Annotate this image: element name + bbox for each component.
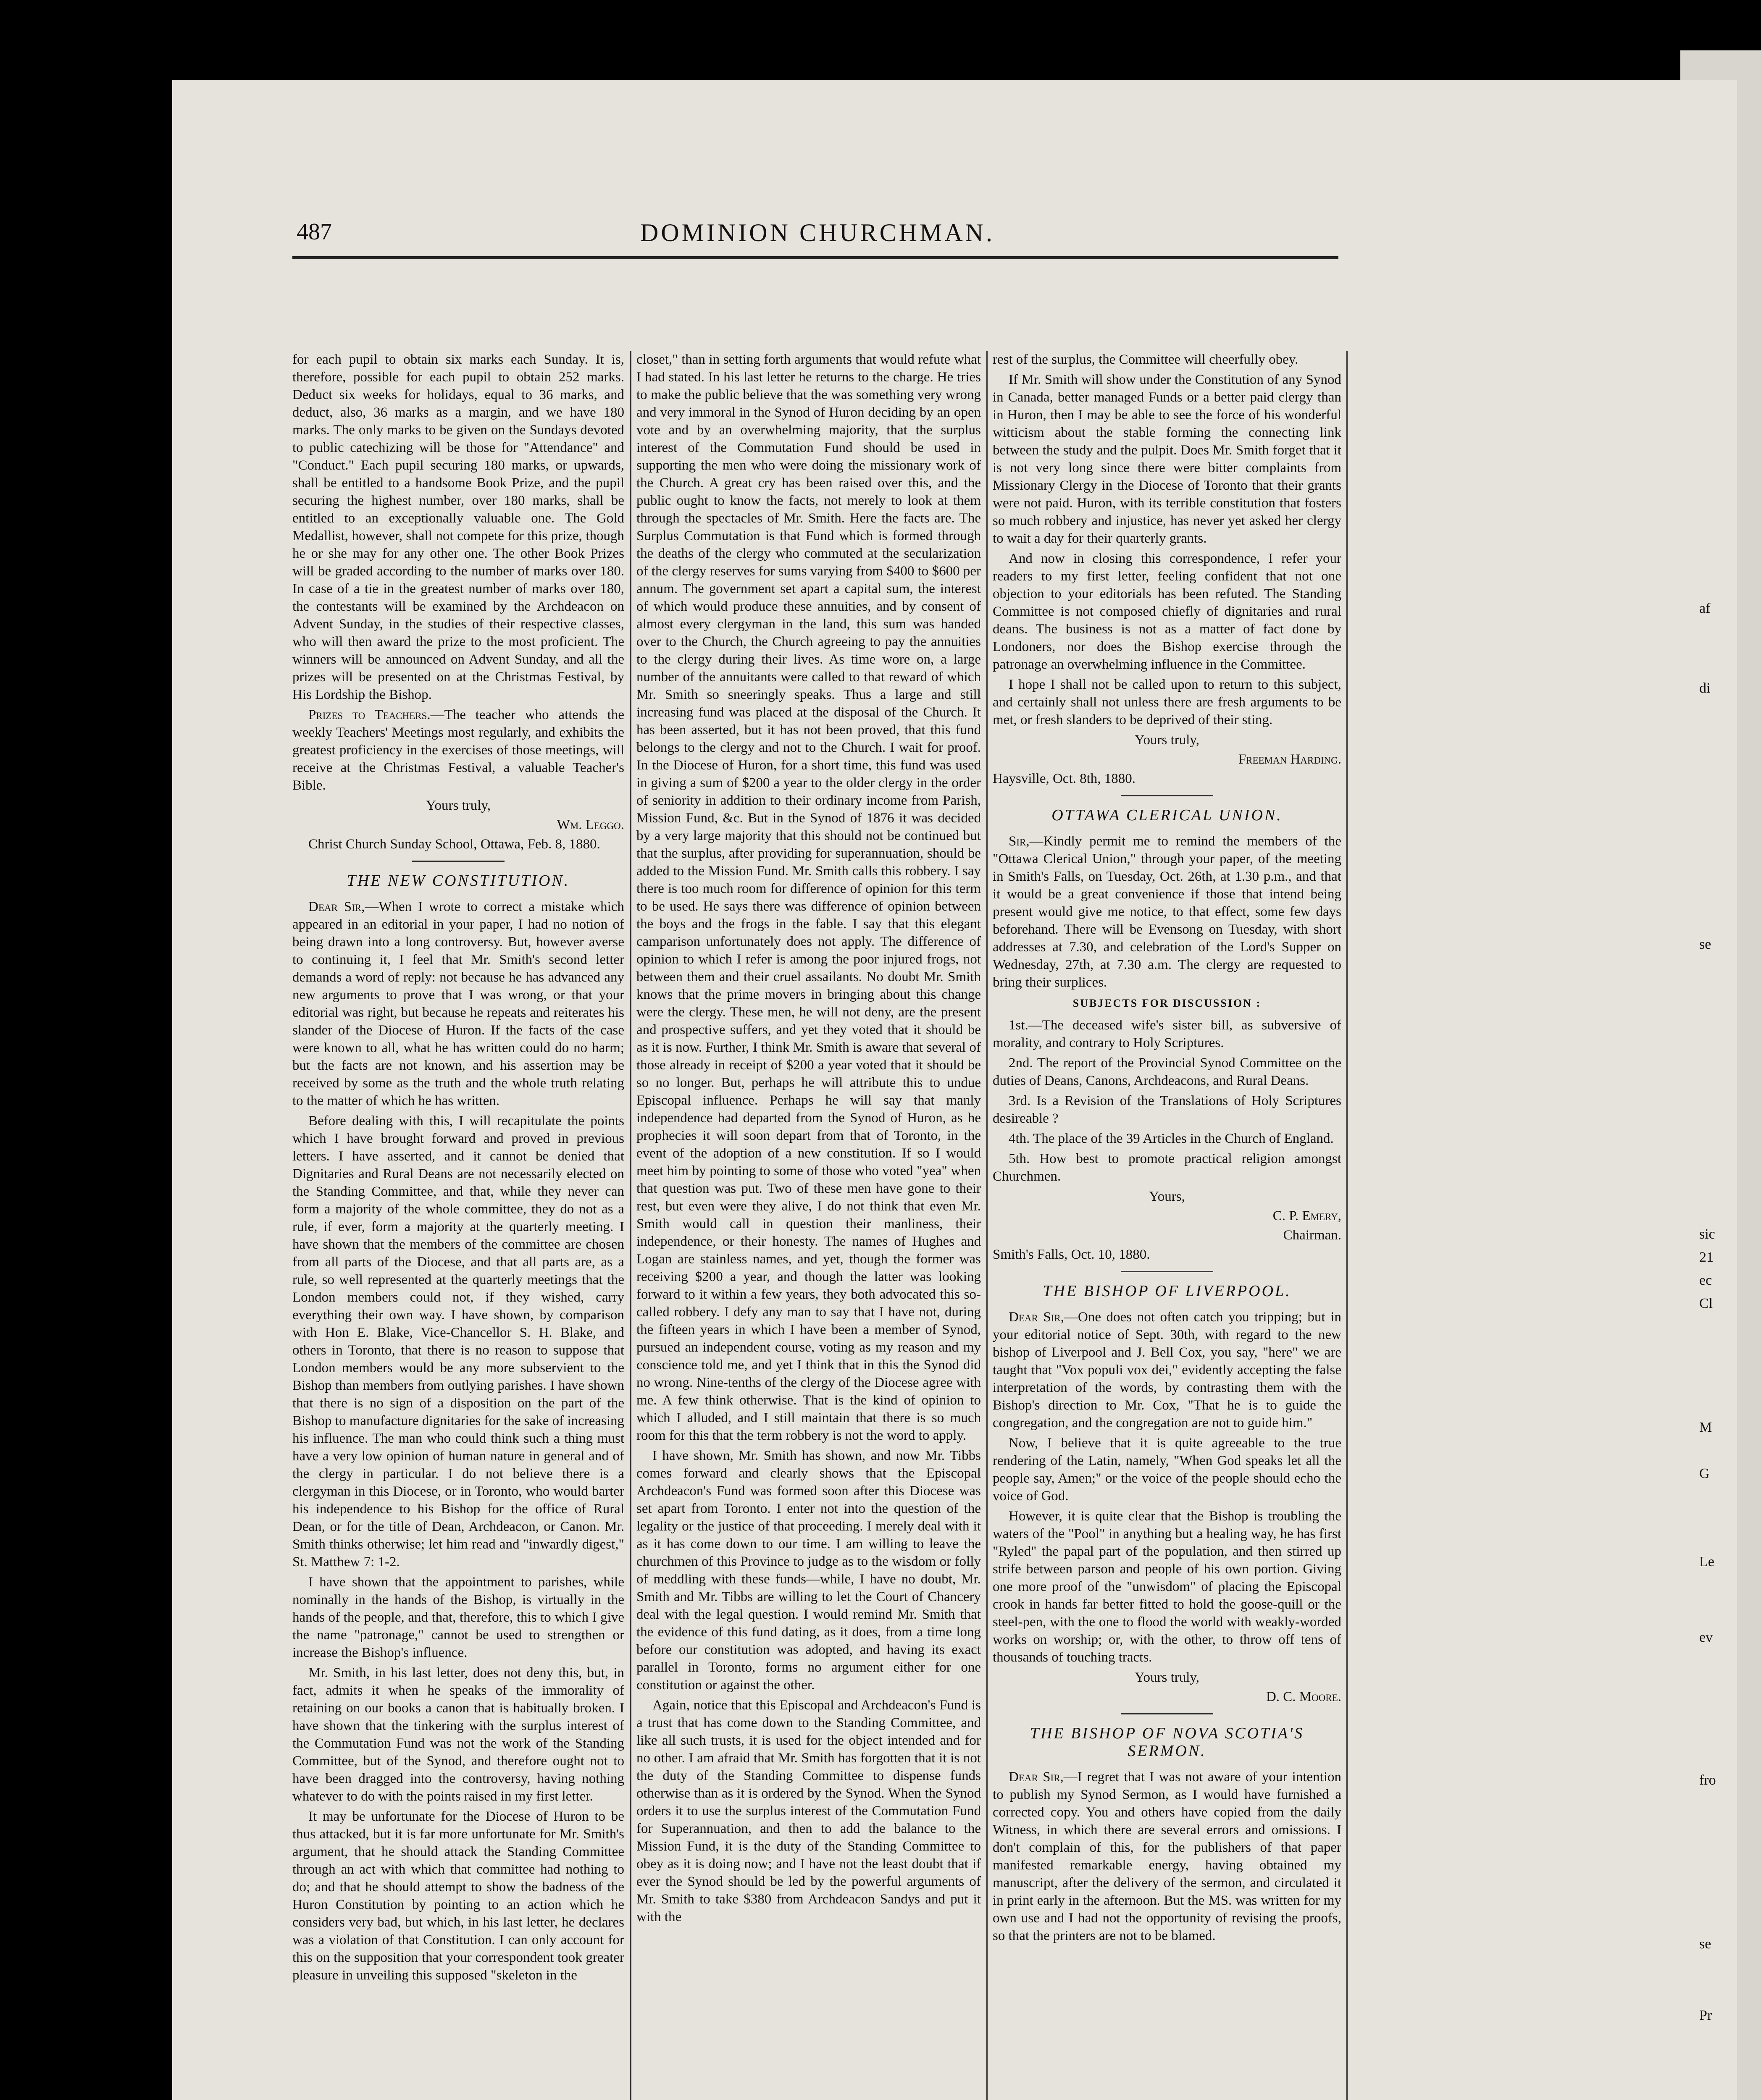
paragraph: If Mr. Smith will show under the Constitution of any Synod in Canada, better managed Funds or a better paid clergy than in Huron, then I may be able to see the force of his wonderful witticism about the stable forming the connecting link between the study and the pulpit. Does Mr. Smith forget that it is not very long since there were bitter complaints from Missionary Clergy in the Diocese of Toronto that their grants were not paid. Huron, with its terrible constitution that fosters so much robbery and injustice, has never yet asked her clergy to wait a day for their quarterly grants.: [993, 372, 1341, 546]
paragraph-lead: Prizes to Teachers.: [308, 707, 431, 722]
closing: Yours truly,: [1134, 1670, 1200, 1685]
margin-fragment: ev: [1699, 1630, 1713, 1645]
list-item: 4th. The place of the 39 Articles in the Church of England.: [1009, 1131, 1334, 1146]
signature: D. C. Moore.: [1266, 1689, 1341, 1704]
dateline: Christ Church Sunday School, Ottawa, Feb. 8, 1880.: [308, 837, 600, 852]
paragraph-text: —I regret that I was not aware of your intention to publish my Synod Sermon, as I would have furnished a corrected copy. You and others have copied from the daily Witness, in which there are several errors and omissions. I don't complain of this, for the publishers of that paper manifested remarkable energy, having obtained my manuscript, after the delivery of the sermon, and circulated it in print early in the afternoon. But the MS. was written for my own use and I had not the opportunity of revising the proofs, so that the printers are not to be blamed.: [993, 1769, 1341, 1943]
section-divider: [412, 861, 505, 862]
dateline: Haysville, Oct. 8th, 1880.: [993, 771, 1136, 786]
paragraph-text: —Kindly permit me to remind the members of the "Ottawa Clerical Union," through your paper, of the meeting in Smith's Falls, on Tuesday, Oct. 26th, at 1.30 p.m., and that it would be a great convenience if those that intend being present would give me notice, to that effect, some few days beforehand. There will be Evensong on Tuesday, with short addresses at 7.30, and celebration of the Lord's Supper on Wednesday, 27th, at 7.30 a.m. The clergy are requested to bring their surplices.: [993, 834, 1341, 990]
paragraph: Again, notice that this Episcopal and Archdeacon's Fund is a trust that has come down to the Standing Committee, and like all such trusts, it is used for the object intended and for no other. I am afraid that Mr. Smith has forgotten that it is not the duty of the Standing Committee to dispense funds otherwise than as it is ordered by the Synod. When the Synod orders it to use the surplus interest of the Commutation Fund for Superannuation, and then to add the balance to the Mission Fund, it is the duty of the Standing Committee to obey as it is doing now; and I have not the least doubt that if ever the Synod should be led by the powerful arguments of Mr. Smith to take $380 from Archdeacon Sandys and put it with the: [636, 1698, 981, 1924]
margin-fragment: ec: [1699, 1273, 1712, 1288]
paragraph: Before dealing with this, I will recapitulate the points which I have brought forward and proved in previous letters. I have asserted, and it cannot be denied that Dignitaries and Rural Deans are not necessarily elected on the Standing Committee, and that, while they never can form a majority of the whole committee, they do not as a rule, if ever, form a majority at the quarterly meeting. I have shown that the members of the committee are chosen from all parts of the Diocese, and that all parts are, as a rule, so well represented at the quarterly meetings that the London members could not, if they wished, carry everything their own way. I have shown, by comparison with Hon E. Blake, Vice-Chancellor S. H. Blake, and others in Toronto, that there is no reason to suppose that London members would be any more subservient to the Bishop than members from outlying parishes. I have shown that there is no sign of a disposition on the part of the Bishop to manufacture dignitaries for the sake of increasing his influence. The man who could think such a thing must have a very low opinion of human nature in general and of the clergy in particular. I do not believe there is a clergyman in this Diocese, or in Toronto, who would barter his independence to his Bishop for the office of Rural Dean, or for the title of Dean, Archdeacon, or Canon. Mr. Smith thinks otherwise; let him read and "inwardly digest," St. Matthew 7: 1-2.: [292, 1113, 624, 1570]
section-divider: [1121, 1713, 1213, 1714]
closing: Yours truly,: [1134, 732, 1200, 748]
closing: Yours,: [1149, 1189, 1185, 1204]
margin-fragment: Le: [1699, 1554, 1714, 1570]
margin-fragment: sic: [1699, 1226, 1715, 1242]
signature: C. P. Emery,: [1272, 1208, 1341, 1223]
list-item: 2nd. The report of the Provincial Synod Committee on the duties of Deans, Canons, Archdeacons, and Rural Deans.: [993, 1055, 1341, 1088]
column-rule: [986, 351, 988, 2100]
signature: Wm. Leggo.: [557, 817, 624, 832]
closing: Yours truly,: [426, 798, 491, 813]
paragraph-text: —The teacher who attends the weekly Teachers' Meetings most regularly, and exhibits the greatest proficiency in the exercises of those meetings, will receive at the Christmas Festival, a valuable Teacher's Bible.: [292, 707, 624, 793]
subjects-heading: SUBJECTS FOR DISCUSSION :: [1072, 997, 1262, 1009]
paragraph-text: —When I wrote to correct a mistake which appeared in an editorial in your paper, I had no notion of being drawn into a long controversy. But, however averse to continuing it, I feel that Mr. Smith's second letter demands a word of reply: not because he has advanced any new arguments to prove that I was wrong, or that your editorial was right, but because he repeats and reiterates his slander of the Diocese of Huron. If the facts of the case were known to all, what he has written could do no harm; but the facts are not known, and his assertion may be received by some as the truth and the whole truth relating to the matter of which he has written.: [292, 899, 624, 1108]
margin-fragment: Cl: [1699, 1296, 1713, 1311]
column-3: [993, 351, 1341, 2100]
masthead: [297, 218, 1338, 252]
margin-fragment: af: [1699, 601, 1711, 616]
article-heading: THE BISHOP OF LIVERPOOL.: [1043, 1282, 1291, 1300]
paragraph-lead: Sir,: [1009, 834, 1030, 849]
paragraph: I have shown, Mr. Smith has shown, and now Mr. Tibbs comes forward and clearly shows that the Episcopal Archdeacon's Fund was formed soon after this Diocese was set apart from Toronto. I enter not into the question of the legality or the justice of that proceeding. I merely deal with it as it has come down to our time. I am willing to leave the churchmen of this Province to judge as to the wisdom or folly of meddling with these funds—while, I have no doubt, Mr. Smith and Mr. Tibbs are willing to let the Court of Chancery deal with the legal question. I would remind Mr. Smith that the evidence of this fund dating, as it does, from a time long before our constitution was adopted, and having its exact parallel in Toronto, forms no argument either for one constitution or against the other.: [636, 1448, 981, 1693]
newspaper-page: [172, 80, 1737, 2100]
margin-fragment: Pr: [1699, 2008, 1712, 2023]
paragraph: closet," than in setting forth arguments that would refute what I had stated. In his last letter he returns to the charge. He tries to make the public believe that the was something very wrong and very immoral in the Synod of Huron deciding by an open vote and by an overwhelming majority, that the surplus interest of the Commutation Fund should be used in supporting the men who were doing the missionary work of the Church. A great cry has been raised over this, and the public ought to know the facts, not merely to look at them through the spectacles of Mr. Smith. Here the facts are. The Surplus Commutation is that Fund which is formed through the deaths of the clergy who commuted at the secularization of the clergy reserves for sums varying from $400 to $600 per annum. The government set apart a capital sum, the interest of which would produce these annuities, and by consent of almost every clergyman in the land, this sum was handed over to the Church, the Church agreeing to pay the annuities to the clergy during their lives. As time wore on, a large number of the annuitants were called to that reward of which Mr. Smith so sneeringly speaks. Thus a large and still increasing fund was placed at the disposal of the Church. It has been asserted, but it has not been proved, that this fund belongs to the clergy and not to the Church. I wait for proof. In the Diocese of Huron, for a short time, this fund was used in giving a sum of $200 a year to the older clergy in the order of seniority in addition to their ordinary income from Parish, Mission Fund, &c. But in the Synod of 1876 it was decided by a very large majority that this should not be continued but that the surplus, after providing for superannuation, should be added to the Mission Fund. Mr. Smith calls this robbery. I say there is too much room for difference of opinion for this term to be used. He says there was difference of opinion between the boys and the frogs in the fable. I say that this elegant camparison unfortunately does not apply. The difference of opinion to which I refer is among the poor injured frogs, not between them and their cruel assailants. No doubt Mr. Smith knows that the prime movers in bringing about this change were the clergy. These men, he will not deny, are the present and prospective suffers, and yet they voted that it should be as it is now. Further, I think Mr. Smith is aware that several of those already in receipt of $200 a year voted that it should be so no longer. But, perhaps he will attribute this to undue Episcopal influence. Perhaps he will say that manly independence had departed from the Synod of Huron, as he prophecies it will soon depart from that of Toronto, in the event of the adoption of a new constitution. If so I would meet him by pointing to some of those who voted "yea" when that question was put. Two of these men have gone to their rest, but even were they alive, I do not think that even Mr. Smith would call in question their manliness, their independence, or their honesty. The names of Hughes and Logan are stainless names, and yet, though the former was receiving $200 a year, and though the latter was looking forward to it within a few years, they both advocated this so-called robbery. I defy any man to say that I have not, during the fifteen years in which I have been a member of Synod, pursued an independent course, voting as my reason and my conscience told me, and yet I think that in this the Synod did no wrong. Nine-tenths of the clergy of the Diocese agree with me. A few think otherwise. That is the kind of opinion to which I alluded, and I still maintain that there is so much room for this that the term robbery is not the word to apply.: [636, 352, 981, 1443]
paragraph: However, it is quite clear that the Bishop is troubling the waters of the "Pool" in anything but a healing way, he has first "Ryled" the papal part of the population, and then stirred up strife between parson and people of his own portion. Giving one more proof of the "unwisdom" of placing the Episcopal crook in hands far better fitted to hold the goose-quill or the steel-pen, with the one to flood the world with weakly-worded works on worship; or, with the other, to throw off tens of thousands of touching tracts.: [993, 1509, 1341, 1665]
list-item: 1st.—The deceased wife's sister bill, as subversive of morality, and contrary to Holy Scriptures.: [993, 1018, 1341, 1050]
article-heading: OTTAWA CLERICAL UNION.: [1051, 806, 1283, 824]
column-1: [292, 351, 624, 2100]
paragraph-text: —One does not often catch you tripping; but in your editorial notice of Sept. 30th, with regard to the new bishop of Liverpool and J. Bell Cox, you say, "here" we are taught that "Vox populi vox dei," evidently accepting the false interpretation of the words, by contrasting them with the Bishop's direction to Mr. Cox, "That he is to guide the congregation, and the congregation are not to guide him.": [993, 1310, 1341, 1431]
paragraph: [993, 832, 1341, 991]
paragraph-lead: Dear Sir,: [1009, 1310, 1064, 1325]
paragraph: [292, 898, 624, 1110]
paragraph: And now in closing this correspondence, I refer your readers to my first letter, feeling confident that not one objection to your editorials has been refuted. The Standing Committee is not composed chiefly of dignitaries and rural deans. The business is not as a matter of fact done by Londoners, nor does the Bishop exercise through the patronage an overwhelming influence in the Committee.: [993, 551, 1341, 672]
signature-title: Chairman.: [1283, 1228, 1341, 1243]
article-heading: THE NEW CONSTITUTION.: [347, 872, 570, 890]
paragraph-lead: Dear Sir,: [308, 899, 365, 914]
running-title: DOMINION CHURCHMAN.: [640, 219, 995, 247]
dateline: Smith's Falls, Oct. 10, 1880.: [993, 1247, 1150, 1262]
paragraph: for each pupil to obtain six marks each Sunday. It is, therefore, possible for each pupil to obtain 252 marks. Deduct six weeks for holidays, equal to 36 marks, and deduct, also, 36 marks as a margin, and we have 180 marks. The only marks to be given on the Sundays devoted to public catechizing will be those for "Attendance" and "Conduct." Each pupil securing 180 marks, or upwards, shall be entitled to a handsome Book Prize, and the pupil securing the highest number, over 180 marks, shall be entitled to an exceptionally valuable one. The Gold Medallist, however, shall not compete for this prize, though he or she may for any other one. The other Book Prizes will be graded according to the number of marks over 180. In case of a tie in the greatest number of marks over 180, the contestants will be examined by the Archdeacon on Advent Sunday, in the studies of their respective classes, who will then award the prize to the most proficient. The winners will be announced on Advent Sunday, and all the prizes will be presented on at the Christmas Festival, by His Lordship the Bishop.: [292, 352, 624, 702]
paragraph: [292, 706, 624, 794]
margin-fragment: se: [1699, 1936, 1711, 1952]
paragraph: Now, I believe that it is quite agreeable to the true rendering of the Latin, namely, "When God speaks let all the people say, Amen;" or the voice of the people should echo the voice of God.: [993, 1436, 1341, 1504]
paragraph-lead: Dear Sir,: [1009, 1769, 1064, 1785]
column-rule: [1346, 351, 1348, 2100]
margin-fragment: se: [1699, 937, 1711, 952]
margin-fragment: M: [1699, 1420, 1712, 1435]
paragraph: I hope I shall not be called upon to return to this subject, and certainly shall not unless there are fresh arguments to be met, or fresh slanders to be deprived of their sting.: [993, 677, 1341, 727]
paragraph: rest of the surplus, the Committee will cheerfully obey.: [993, 352, 1298, 367]
paragraph: I have shown that the appointment to parishes, while nominally in the hands of the Bishop, is virtually in the hands of the people, and that, therefore, this to which I give the name "patronage," cannot be used to strengthen or increase the Bishop's influence.: [292, 1575, 624, 1660]
paragraph: [993, 1768, 1341, 1945]
paragraph: Mr. Smith, in his last letter, does not deny this, but, in fact, admits it when he speaks of the immorality of retaining on our books a canon that is habitually broken. I have shown that the tinkering with the surplus interest of the Commutation Fund was not the work of the Standing Committee, but of the Synod, and therefore ought not to have been dragged into the controversy, having nothing whatever to do with the points raised in my first letter.: [292, 1665, 624, 1804]
article-heading: THE BISHOP OF NOVA SCOTIA'S SERMON.: [1030, 1725, 1304, 1760]
paragraph: It may be unfortunate for the Diocese of Huron to be thus attacked, but it is far more unfortunate for Mr. Smith's argument, that he should attack the Standing Committee through an act with which that committee had nothing to do; and that he should attempt to show the badness of the Huron Constitution by pointing to an action which he considers very bad, but which, in his last letter, he declares was a violation of that Constitution. I can only account for this on the supposition that your correspondent took greater pleasure in unveiling this supposed "skeleton in the: [292, 1809, 624, 1983]
column-rule: [630, 351, 631, 2100]
list-item: 3rd. Is a Revision of the Translations of Holy Scriptures desireable ?: [993, 1093, 1341, 1126]
header-rule: [292, 256, 1338, 259]
page-number: 487: [297, 219, 332, 245]
margin-fragment: G: [1699, 1466, 1710, 1481]
margin-fragment: di: [1699, 680, 1711, 696]
section-divider: [1121, 795, 1213, 796]
column-2: [636, 351, 981, 2100]
signature: Freeman Harding.: [1238, 752, 1341, 767]
paragraph: [993, 1308, 1341, 1432]
section-divider: [1121, 1271, 1213, 1272]
margin-fragment: fro: [1699, 1772, 1716, 1788]
list-item: 5th. How best to promote practical religion amongst Churchmen.: [993, 1151, 1341, 1184]
margin-fragment: 21: [1699, 1250, 1714, 1265]
